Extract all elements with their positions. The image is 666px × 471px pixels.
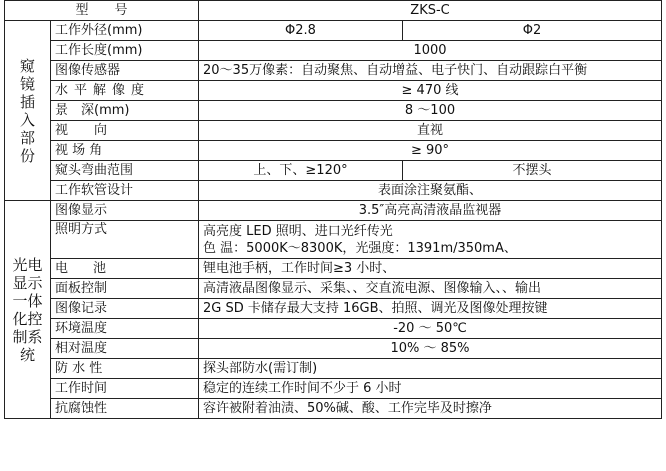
table-row — [5, 121, 662, 141]
table-row — [5, 279, 662, 299]
table-row — [5, 141, 662, 161]
row-value: -20 ～ 50℃ — [199, 319, 662, 339]
row-value: 容许被附着油渍、50%碱、酸、工作完毕及时擦净 — [199, 399, 662, 419]
table-row — [5, 259, 662, 279]
table-row — [5, 81, 662, 101]
row-label: 图像记录 — [51, 299, 199, 319]
row-label: 电 池 — [51, 259, 199, 279]
row-label: 面板控制 — [51, 279, 199, 299]
row-label: 照明方式 — [51, 221, 199, 259]
table-row — [5, 161, 662, 181]
row-value: 上、下、≥120° — [199, 161, 403, 181]
row-value: 直视 — [199, 121, 662, 141]
row-value: 稳定的连续工作时间不少于 6 小时 — [199, 379, 662, 399]
row-value: 10% ～ 85% — [199, 339, 662, 359]
table-row — [5, 299, 662, 319]
table-row — [5, 41, 662, 61]
row-value: 高清液晶图像显示、采集、、交直流电源、图像输入、、输出 — [199, 279, 662, 299]
row-value: 探头部防水(需订制) — [199, 359, 662, 379]
row-value: 2G SD 卡储存最大支持 16GB、拍照、调光及图像处理按键 — [199, 299, 662, 319]
row-label: 视 向 — [51, 121, 199, 141]
group-system: 光电 显示 一体 化控 制系 统 — [5, 201, 51, 419]
row-value: 锂电池手柄，工作时间≥3 小时、 — [199, 259, 662, 279]
table-row — [5, 101, 662, 121]
spec-table — [4, 0, 662, 419]
row-label: 景 深(mm) — [51, 101, 199, 121]
row-value: ≥ 470 线 — [199, 81, 662, 101]
row-label: 工作长度(mm) — [51, 41, 199, 61]
row-value: 20～35万像素：自动聚焦、自动增益、电子快门、自动跟踪白平衡 — [199, 61, 662, 81]
row-label: 工作时间 — [51, 379, 199, 399]
table-row — [5, 359, 662, 379]
model-label: 型 号 — [5, 1, 199, 21]
row-label: 环境温度 — [51, 319, 199, 339]
row-label: 工作外径(mm) — [51, 21, 199, 41]
table-row — [5, 319, 662, 339]
row-label: 图像传感器 — [51, 61, 199, 81]
table-row — [5, 201, 662, 221]
row-value: 表面涂注聚氨酯、 — [199, 181, 662, 201]
row-label: 图像显示 — [51, 201, 199, 221]
row-label: 防 水 性 — [51, 359, 199, 379]
row-value: 3.5″高亮高清液晶监视器 — [199, 201, 662, 221]
row-label: 视 场 角 — [51, 141, 199, 161]
row-value: Φ2.8 — [199, 21, 403, 41]
table-row — [5, 61, 662, 81]
group-endoscope: 窥 镜 插 入 部 份 — [5, 21, 51, 201]
row-value: 1000 — [199, 41, 662, 61]
model-value: ZKS-C — [199, 1, 662, 21]
row-value: 不摆头 — [403, 161, 662, 181]
row-value: 8 ～100 — [199, 101, 662, 121]
table-row — [5, 379, 662, 399]
row-value: 高亮度 LED 照明、进口光纤传光 色 温：5000K～8300K，光强度：1391m/350mA、 — [199, 221, 662, 259]
table-row — [5, 399, 662, 419]
row-label: 相对温度 — [51, 339, 199, 359]
table-row — [5, 21, 662, 41]
table-row — [5, 1, 662, 21]
row-label: 窥头弯曲范围 — [51, 161, 199, 181]
row-value: Φ2 — [403, 21, 662, 41]
table-row — [5, 221, 662, 259]
row-label: 工作软管设计 — [51, 181, 199, 201]
row-label: 水平解像度 — [51, 81, 199, 101]
table-row — [5, 339, 662, 359]
table-row — [5, 181, 662, 201]
row-value: ≥ 90° — [199, 141, 662, 161]
row-label: 抗腐蚀性 — [51, 399, 199, 419]
